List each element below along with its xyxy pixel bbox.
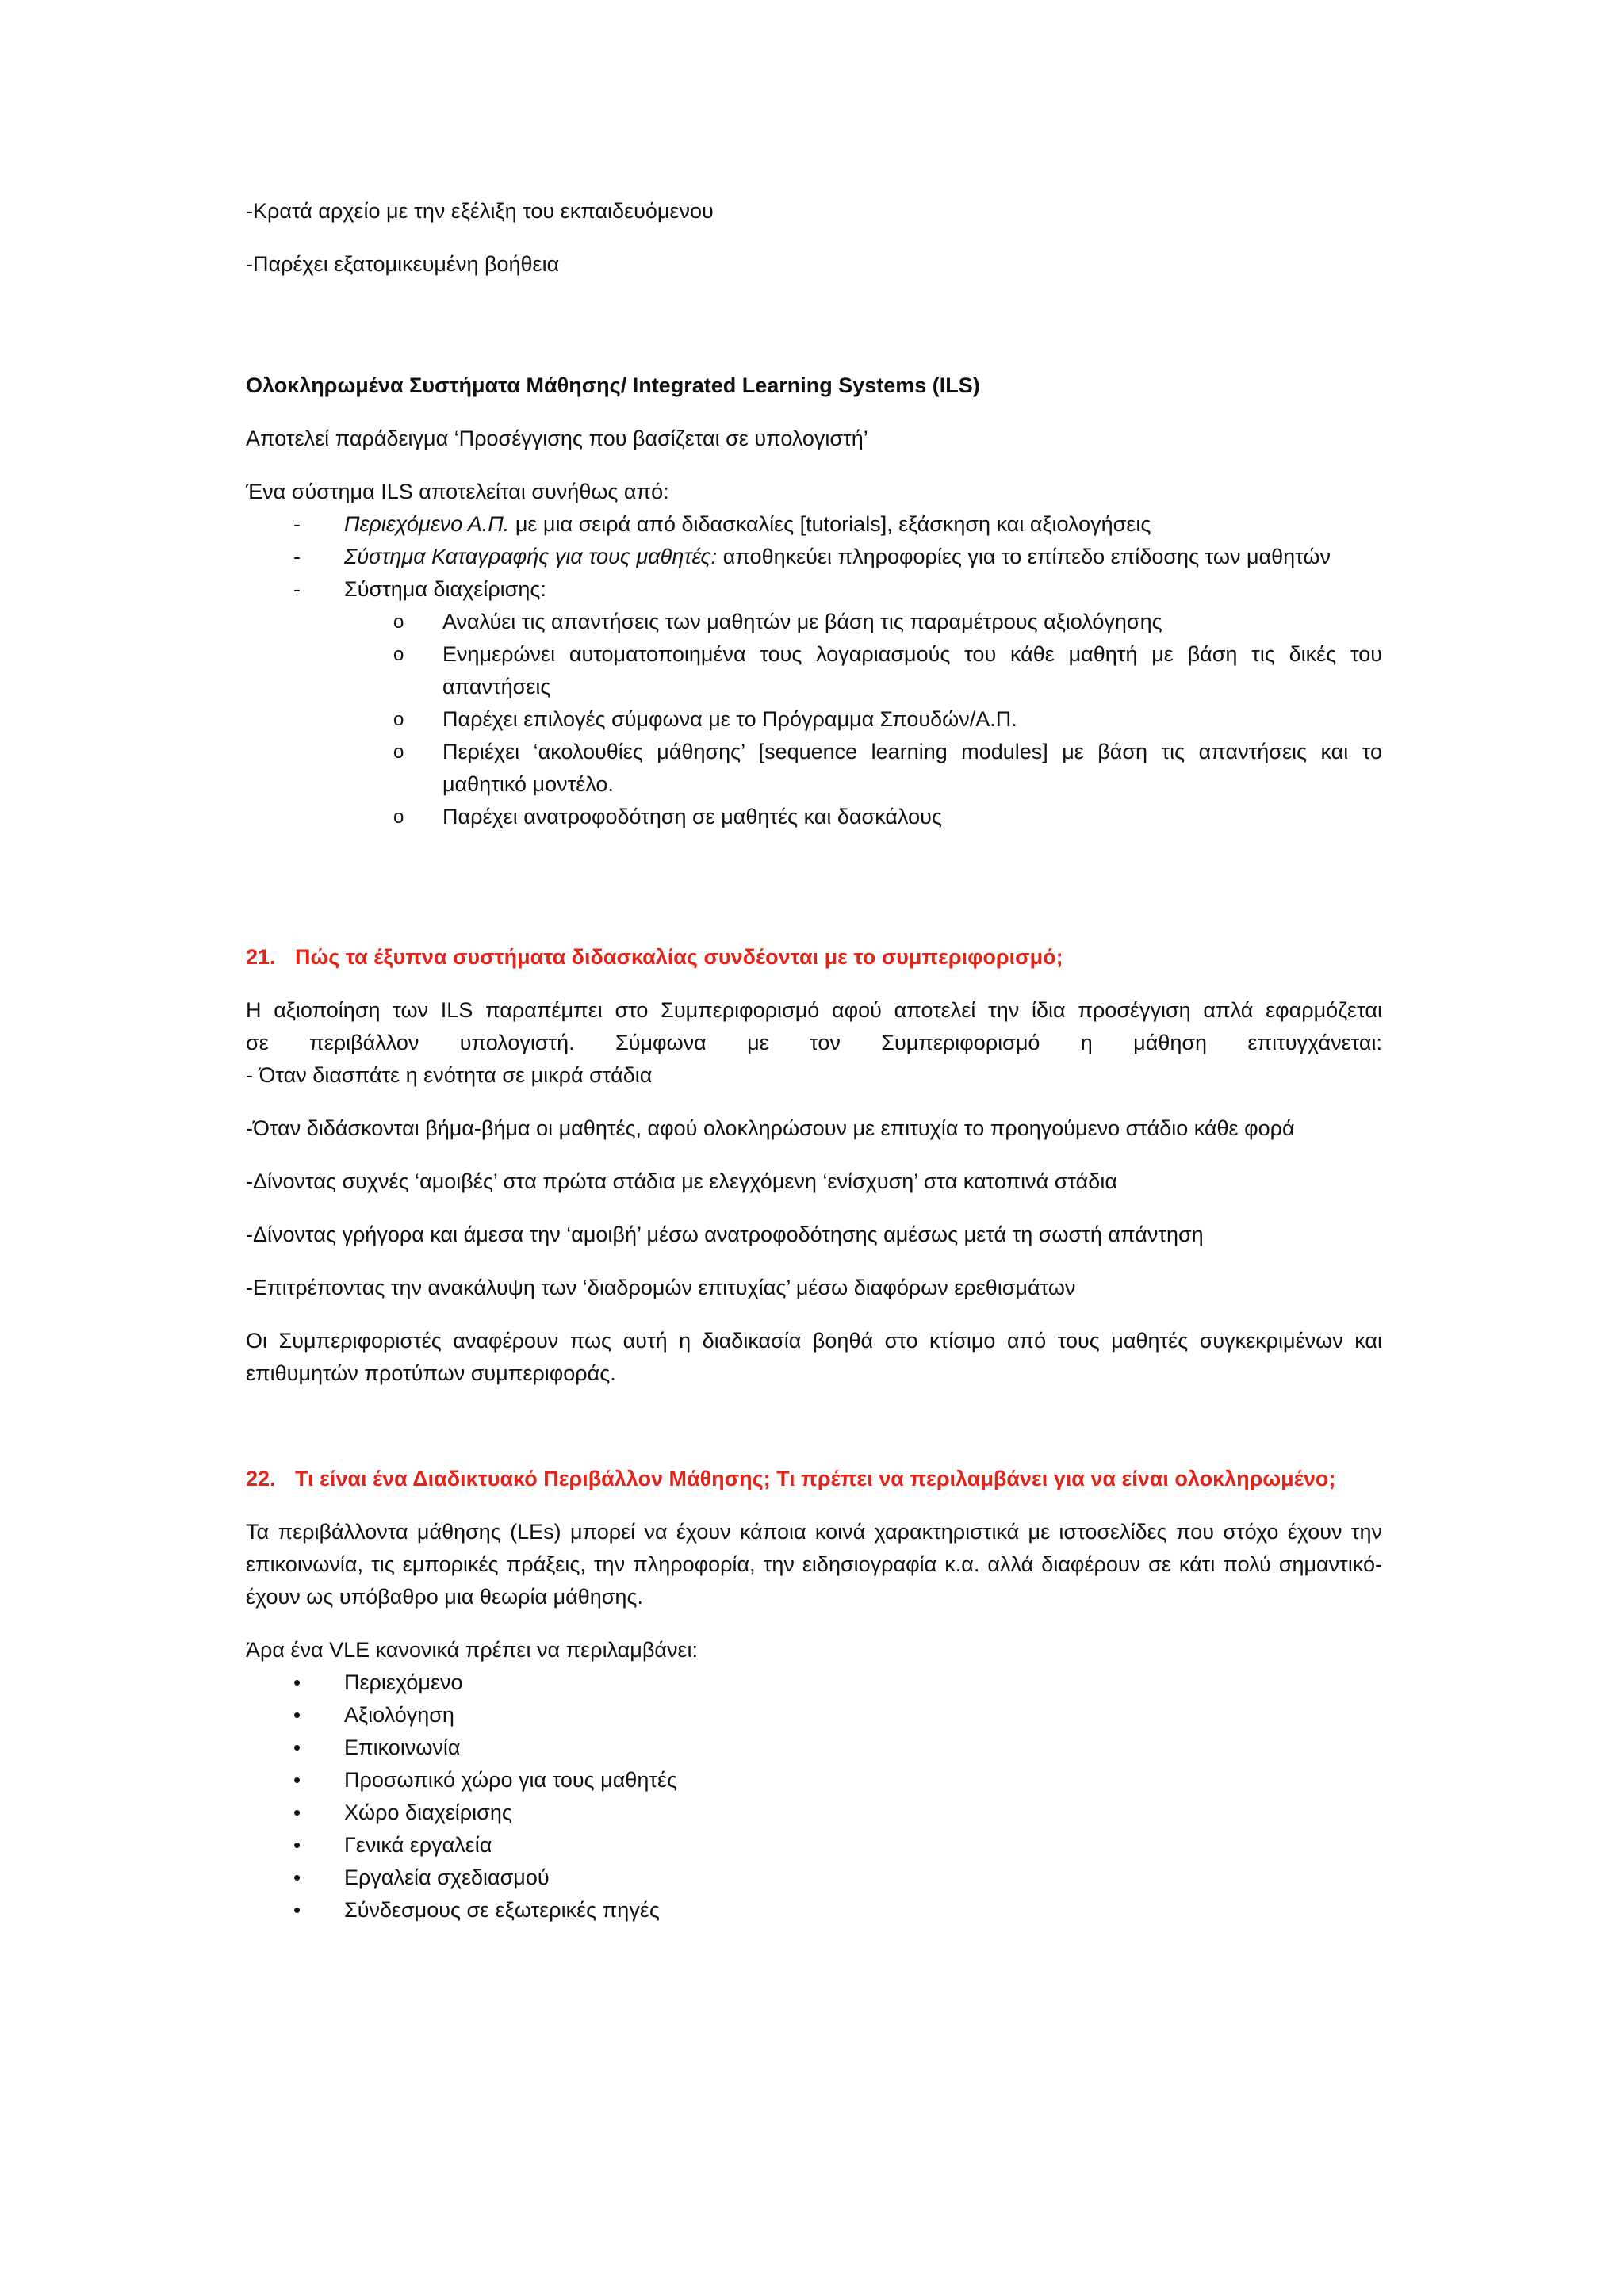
- bullet-text: Αξιολόγηση: [344, 1703, 454, 1727]
- dash-marker: -: [293, 545, 301, 568]
- bullet-marker: •: [293, 1768, 301, 1792]
- sub-list-item: [246, 801, 1382, 833]
- sub-item-text: Αναλύει τις απαντήσεις των μαθητών με βάση τις παραμέτρους αξιολόγησης: [442, 610, 1162, 633]
- list-item: [246, 1894, 1382, 1927]
- sub-item-text: Παρέχει ανατροφοδότηση σε μαθητές και δασκάλους: [442, 805, 942, 828]
- dash-marker: -: [293, 577, 301, 601]
- circle-marker: o: [393, 644, 404, 665]
- bullet-marker: •: [293, 1898, 301, 1922]
- bullet-text: Εργαλεία σχεδιασμού: [344, 1866, 550, 1889]
- question-number: 21.: [246, 945, 276, 969]
- list-item: [246, 1699, 1382, 1732]
- q21-line-3: - Όταν διασπάτε η ενότητα σε μικρά στάδια: [246, 1063, 653, 1087]
- q21-paragraph-5: -Επιτρέποντας την ανακάλυψη των ‘διαδρομών επιτυχίας’ μέσω διαφόρων ερεθισμάτων: [246, 1276, 1076, 1299]
- question-title: Πώς τα έξυπνα συστήματα διδασκαλίας συνδέονται με το συμπεριφορισμό;: [295, 945, 1063, 969]
- q21-line-1: Η αξιοποίηση των ILS παραπέμπει στο Συμπεριφορισμό αφού αποτελεί την ίδια προσέγγιση απλά εφαρμόζεται: [246, 998, 1382, 1022]
- circle-marker: o: [393, 806, 404, 828]
- q22-paragraph-2: Άρα ένα VLE κανονικά πρέπει να περιλαμβάνει:: [246, 1638, 699, 1662]
- sub-list-item: [246, 606, 1382, 638]
- question-number: 22.: [246, 1467, 276, 1490]
- circle-marker: o: [393, 709, 404, 730]
- ils-paragraph-2: Ένα σύστημα ILS αποτελείται συνήθως από:: [246, 480, 669, 503]
- q21-paragraph-2: -Όταν διδάσκονται βήμα-βήμα οι μαθητές, αφού ολοκληρώσουν με επιτυχία το προηγούμενο στάδιο κάθε φορά: [246, 1116, 1295, 1140]
- bullet-text: Γενικά εργαλεία: [344, 1833, 492, 1857]
- question-22-heading: [246, 1463, 1382, 1495]
- vle-components-list: [246, 1667, 1382, 1927]
- question-title: Τι είναι ένα Διαδικτυακό Περιβάλλον Μάθησης; Τι πρέπει να περιλαμβάνει για να είναι ολοκληρωμένο;: [295, 1467, 1336, 1490]
- bullet-text: Σύνδεσμους σε εξωτερικές πηγές: [344, 1898, 660, 1922]
- q21-line-2: σε περιβάλλον υπολογιστή. Σύμφωνα με τον Συμπεριφορισμό η μάθηση επιτυγχάνεται:: [246, 1031, 1382, 1054]
- bullet-marker: •: [293, 1800, 301, 1824]
- q21-paragraph-1: [246, 994, 1382, 1092]
- q21-paragraph-4: -Δίνοντας γρήγορα και άμεσα την ‘αμοιβή’ μέσω ανατροφοδότησης αμέσως μετά τη σωστή απάντηση: [246, 1223, 1204, 1246]
- q21-paragraph-3: -Δίνοντας συχνές ‘αμοιβές’ στα πρώτα στάδια με ελεγχόμενη ‘ενίσχυση’ στα κατοπινά στάδια: [246, 1169, 1117, 1193]
- ils-components-list: [246, 508, 1382, 833]
- item-text: Σύστημα διαχείρισης:: [344, 577, 546, 601]
- q21-paragraph-6: Οι Συμπεριφοριστές αναφέρουν πως αυτή η διαδικασία βοηθά στο κτίσιμο από τους μαθητές συγκεκριμένων και επιθυμητών προτύπων συμπεριφοράς.: [246, 1329, 1382, 1385]
- sub-list-item: [246, 736, 1382, 801]
- item-text: με μια σειρά από διδασκαλίες [tutorials], εξάσκηση και αξιολογήσεις: [509, 512, 1151, 536]
- circle-marker: o: [393, 611, 404, 633]
- bullet-marker: •: [293, 1703, 301, 1727]
- bullet-marker: •: [293, 1866, 301, 1889]
- sub-list-item: [246, 703, 1382, 736]
- bullet-marker: •: [293, 1735, 301, 1759]
- intro-line-1: -Κρατά αρχείο με την εξέλιξη του εκπαιδευόμενου: [246, 199, 714, 223]
- bullet-text: Προσωπικό χώρο για τους μαθητές: [344, 1768, 678, 1792]
- list-item: [246, 1667, 1382, 1699]
- list-item: [246, 1829, 1382, 1862]
- sub-list-item: [246, 638, 1382, 703]
- bullet-marker: •: [293, 1833, 301, 1857]
- circle-marker: o: [393, 741, 404, 763]
- item-text: αποθηκεύει πληροφορίες για το επίπεδο επίδοσης των μαθητών: [717, 545, 1331, 568]
- bullet-marker: •: [293, 1670, 301, 1694]
- list-item: [246, 508, 1382, 541]
- q22-paragraph-1: Τα περιβάλλοντα μάθησης (LEs) μπορεί να έχουν κάποια κοινά χαρακτηριστικά με ιστοσελίδες που στόχο έχουν την επικοινωνία, τις εμπορικές πράξεις, την πληροφορία, την ειδησιογραφία κ.α. αλλά διαφέρουν σε κάτι πολύ σημαντικό- έχουν ως υπόβαθρο μια θεωρία μάθησης.: [246, 1520, 1382, 1609]
- list-item: [246, 541, 1382, 573]
- list-item: [246, 1732, 1382, 1764]
- item-italic-label: Περιεχόμενο Α.Π.: [344, 512, 510, 536]
- list-item: [246, 1764, 1382, 1797]
- sub-item-text: Παρέχει επιλογές σύμφωνα με το Πρόγραμμα Σπουδών/Α.Π.: [442, 707, 1017, 731]
- list-item: [246, 573, 1382, 833]
- sub-item-text: Ενημερώνει αυτοματοποιημένα τους λογαριασμούς του κάθε μαθητή με βάση τις δικές του απαντήσεις: [442, 642, 1382, 698]
- sub-item-text: Περιέχει ‘ακολουθίες μάθησης’ [sequence learning modules] με βάση τις απαντήσεις και το μαθητικό μοντέλο.: [442, 740, 1382, 796]
- dash-marker: -: [293, 512, 301, 536]
- list-item: [246, 1797, 1382, 1829]
- ils-paragraph-1: Αποτελεί παράδειγμα ‘Προσέγγισης που βασίζεται σε υπολογιστή’: [246, 427, 868, 450]
- question-21-heading: [246, 941, 1382, 974]
- item-italic-label: Σύστημα Καταγραφής για τους μαθητές:: [344, 545, 718, 568]
- management-sublist: [246, 606, 1382, 833]
- bullet-text: Χώρο διαχείρισης: [344, 1800, 512, 1824]
- bullet-text: Επικοινωνία: [344, 1735, 461, 1759]
- intro-line-2: -Παρέχει εξατομικευμένη βοήθεια: [246, 252, 560, 276]
- bullet-text: Περιεχόμενο: [344, 1670, 463, 1694]
- ils-heading: Ολοκληρωμένα Συστήματα Μάθησης/ Integrated Learning Systems (ILS): [246, 373, 980, 397]
- list-item: [246, 1862, 1382, 1894]
